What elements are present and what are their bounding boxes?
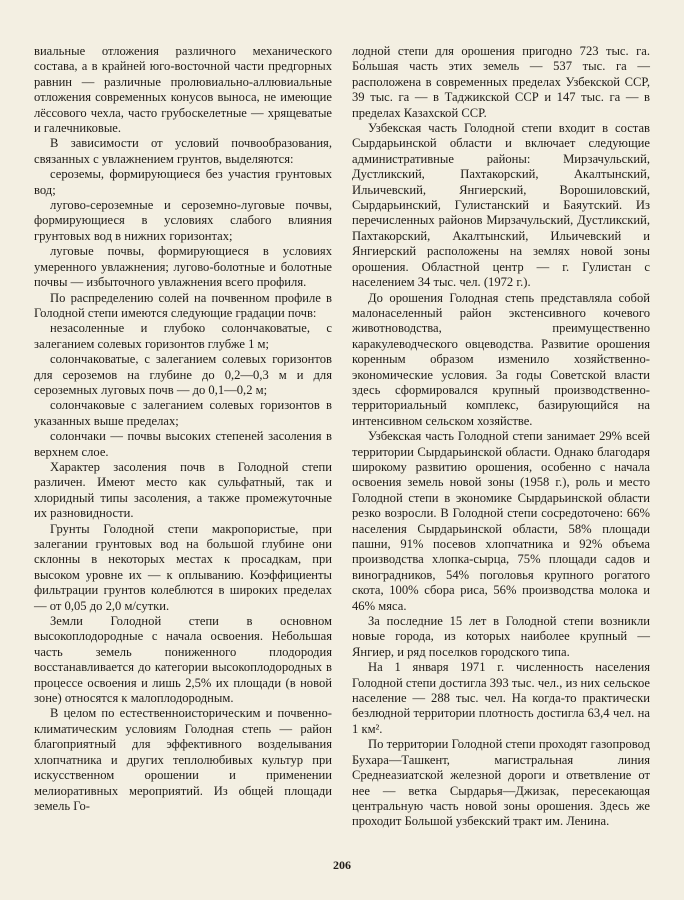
- paragraph: виальные отложения различного механического состава, а в крайней юго-восточной части предгорных равнин — различные пролювиально-аллювиальные отложения современных конусов выноса, не имеющие лёссового чехла, часто грубоскелетные — хрящеватые и галечниковые.: [34, 44, 332, 136]
- paragraph: солончаки — почвы высоких степеней засоления в верхнем слое.: [34, 429, 332, 459]
- paragraph: Грунты Голодной степи макропористые, при залегании грунтовых вод на большой глубине они склонны в некоторых местах к просадкам, при высоком уровне их — к оплыванию. Коэффициенты фильтрации грунтов колеблются в широких пределах — от 0,05 до 2,0 м/сутки.: [34, 521, 332, 613]
- paragraph: На 1 января 1971 г. численность населения Голодной степи достигла 393 тыс. чел., из них сельское население — 288 тыс. чел. На когда-то практически безлюдной территории плотность достигла 63,4 чел. на 1 км².: [352, 660, 650, 736]
- paragraph: незасоленные и глубоко солончаковатые, с залеганием солевых горизонтов глубже 1 м;: [34, 321, 332, 351]
- paragraph: В целом по естественноисторическим и почвенно-климатическим условиям Голодная степь — район благоприятный для эффективного возделывания хлопчатника и других теплолюбивых культур при искусственном орошении и применении мелиоративных мероприятий. Из общей площади земель Го-: [34, 706, 332, 813]
- paragraph: солончаковые с залеганием солевых горизонтов в указанных выше пределах;: [34, 398, 332, 428]
- paragraph: Земли Голодной степи в основном высокоплодородные с начала освоения. Небольшая часть земель пониженного плодородия восстанавливается до категории высокоплодородных в процессе освоения и лишь 2,5% их площади (в новой зоне) относятся к малоплодородным.: [34, 614, 332, 706]
- right-column: [352, 44, 650, 830]
- page-number: 206: [333, 858, 351, 872]
- paragraph: лодной степи для орошения пригодно 723 тыс. га. Бо́льшая часть этих земель — 537 тыс. га — расположена в современных пределах Узбекской ССР, 39 тыс. га — в Таджикской ССР и 147 тыс. га — в пределах Казахской ССР.: [352, 44, 650, 120]
- paragraph: В зависимости от условий почвообразования, связанных с увлажнением грунтов, выделяются:: [34, 136, 332, 166]
- paragraph: лугово-сероземные и сероземно-луговые почвы, формирующиеся в условиях слабого влияния грунтовых вод в нижних горизонтах;: [34, 198, 332, 243]
- paragraph: Характер засоления почв в Голодной степи различен. Имеют место как сульфатный, так и хлоридный типы засоления, а также промежуточные их разновидности.: [34, 459, 332, 521]
- paragraph: До орошения Голодная степь представляла собой малонаселенный район экстенсивного кочевого животноводства, преимущественно каракулеводческого овцеводства. Развитие орошения коренным образом изменило хозяйственно-экономические условия. За годы Советской власти здесь сформировался крупный производственно-территориальный комплекс, базирующийся на интенсивном сельском хозяйстве.: [352, 290, 650, 428]
- paragraph: Узбекская часть Голодной степи входит в состав Сырдарьинской области и включает следующие административные районы: Мирзачульский, Дустликский, Пахтакорский, Акалтынский, Ильичевский, Янгиерский, Ворошиловский, Сырдарьинский, Гулистанский и Баяутский. Из перечисленных районов Мирзачульский, Дустликский, Пахтакорский, Акалтынский, Ильичевский и Янгиерский расположены на землях новой зоны орошения. Областной центр — г. Гулистан с населением 34 тыс. чел. (1972 г.).: [352, 121, 650, 290]
- paragraph: солончаковатые, с залеганием солевых горизонтов для сероземов на глубине до 0,2—0,3 м и для сероземных луговых почв — до 0,1—0,2 м;: [34, 352, 332, 397]
- paragraph: Узбекская часть Голодной степи занимает 29% всей территории Сырдарьинской области. Однако благодаря широкому развитию орошения, особенно с начала освоения земель новой зоны (1958 г.), роль и место Голодной степи в экономике Сырдарьинской области резко возросли. В Голодной степи сосредоточено: 66% населения Сырдарьинской области, 58% площади пашни, 91% посевов хлопчатника и 92% объема производства хлопка-сырца, 75% площади садов и виноградников, 54% поголовья крупного рогатого скота, 100% сбора риса, 56% производства молока и 46% мяса.: [352, 429, 650, 613]
- paragraph: луговые почвы, формирующиеся в условиях умеренного увлажнения; лугово-болотные и болотные почвы — избыточного увлажнения всего профиля.: [34, 244, 332, 290]
- paragraph: По территории Голодной степи проходят газопровод Бухара—Ташкент, магистральная линия Среднеазиатской железной дороги и ответвление от нее — ветка Сырдарья—Джизак, пересекающая центральную часть новой зоны орошения. Здесь же проходит Большой узбекский тракт им. Ленина.: [352, 737, 650, 829]
- paragraph: По распределению солей на почвенном профиле в Голодной степи имеются следующие градации почв:: [34, 290, 332, 320]
- paragraph: За последние 15 лет в Голодной степи возникли новые города, из которых наиболее крупный — Янгиер, и ряд поселков городского типа.: [352, 614, 650, 659]
- paragraph: сероземы, формирующиеся без участия грунтовых вод;: [34, 167, 332, 197]
- left-column: [34, 44, 332, 814]
